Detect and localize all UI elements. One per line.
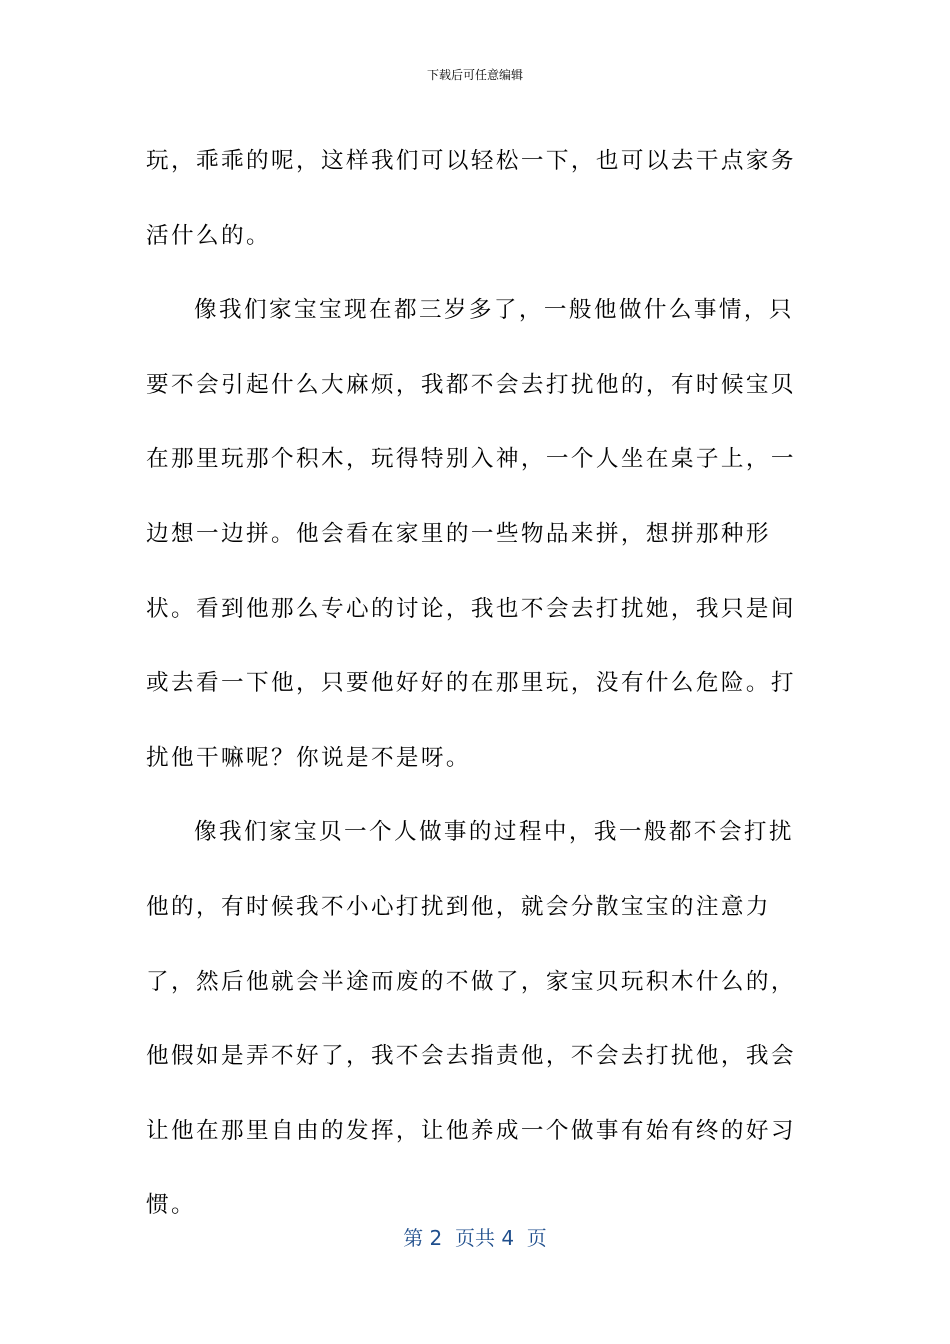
page-footer <box>0 1224 950 1252</box>
document-body <box>146 124 806 1243</box>
paragraph-3: 像我们家宝贝一个人做事的过程中，我一般都不会打扰他的，有时候我不小心打扰到他，就会分散宝宝的注意力了，然后他就会半途而废的不做了，家宝贝玩积木什么的，他假如是弄不好了，我不会去指责他，不会去打扰他，我会让他在那里自由的发挥，让他养成一个做事有始有终的好习惯。 <box>146 819 796 1219</box>
page-header: 下载后可任意编辑 <box>426 68 523 82</box>
page-number-label: 第 2 页共 4 页 <box>403 1226 547 1250</box>
paragraph-1: 玩，乖乖的呢，这样我们可以轻松一下，也可以去干点家务活什么的。 <box>146 148 796 249</box>
paragraph-2: 像我们家宝宝现在都三岁多了，一般他做什么事情，只要不会引起什么大麻烦，我都不会去打扰他的，有时候宝贝在那里玩那个积木，玩得特别入神，一个人坐在桌子上，一边想一边拼。他会看在家里的一些物品来拼，想拼那种形状。看到他那么专心的讨论，我也不会去打扰她，我只是间或去看一下他，只要他好好的在那里玩，没有什么危险。打扰他干嘛呢？你说是不是呀。 <box>146 297 796 771</box>
